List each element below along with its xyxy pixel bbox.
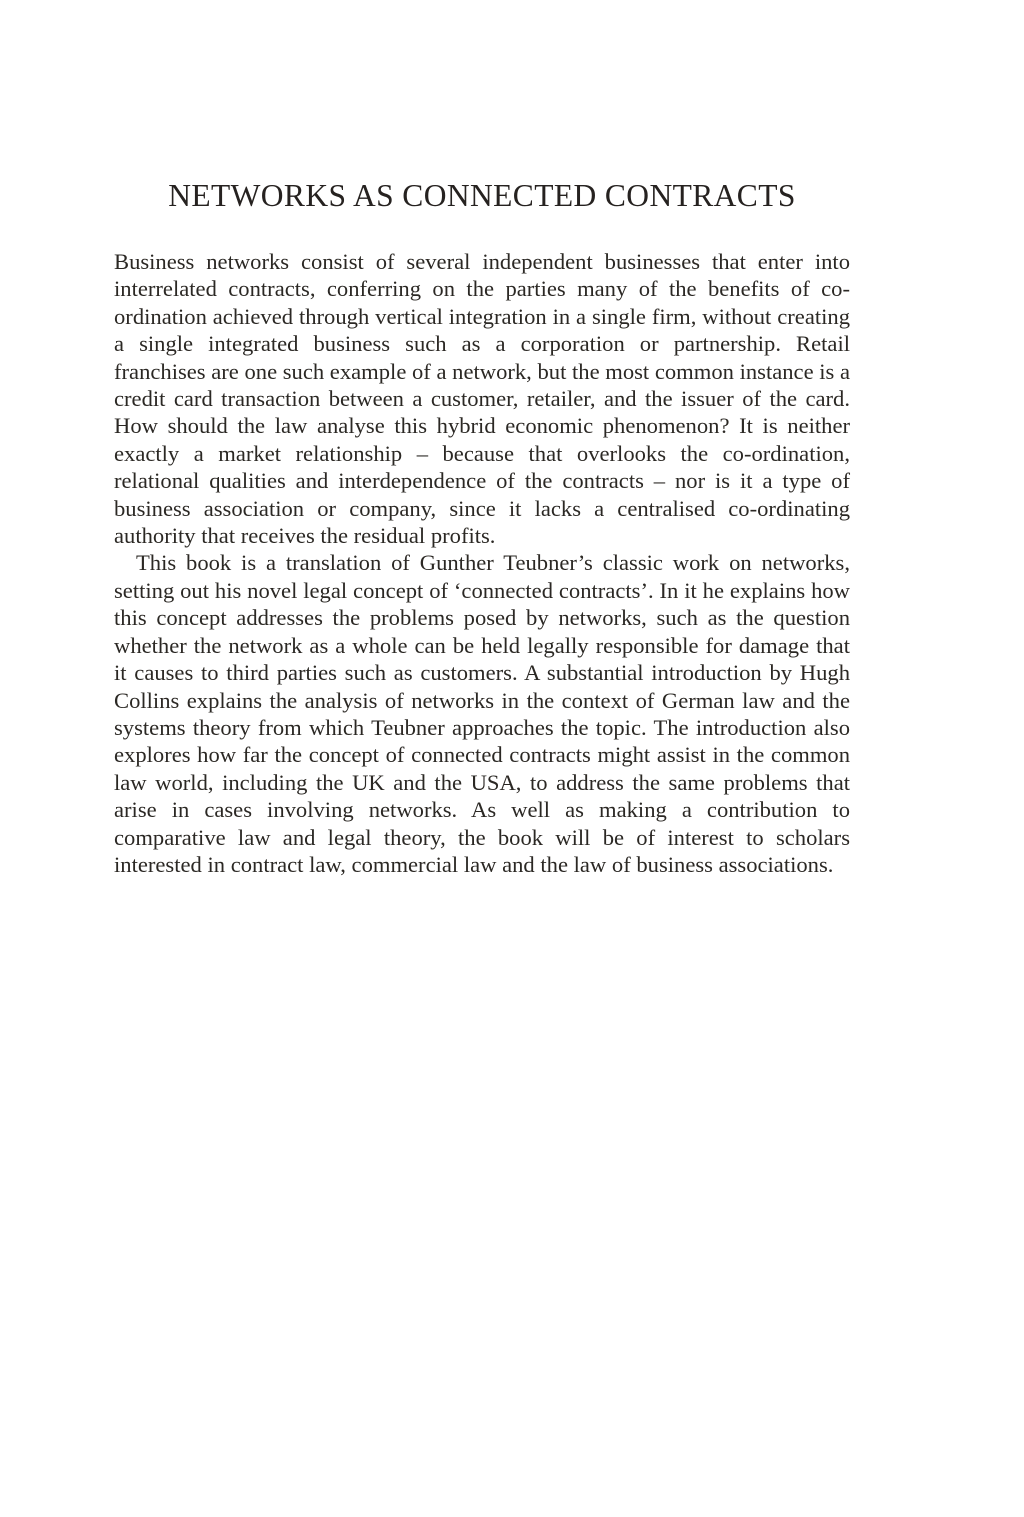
blurb-paragraph-2: This book is a translation of Gunther Teubner’s classic work on networks, setting out his novel legal concept of ‘connected contracts’. In it he explains how this concept addresses the problems posed by networks, such as the question whether the network as a whole can be held legally responsible for damage that it causes to third parties such as customers. A substantial introduction by Hugh Collins explains the analysis of networks in the context of German law and the systems theory from which Teubner approaches the topic. The introduction also explores how far the concept of connected contracts might assist in the common law world, including the UK and the USA, to address the same problems that arise in cases involving networks. As well as making a contribution to comparative law and legal theory, the book will be of interest to scholars interested in contract law, commercial law and the law of business associations. xyxy=(114,550,850,877)
page-title: NETWORKS AS CONNECTED CONTRACTS xyxy=(168,178,796,213)
text-block xyxy=(114,176,850,878)
blurb-paragraph-1: Business networks consist of several independent businesses that enter into interrelated contracts, conferring on the parties many of the benefits of co-ordination achieved through vertical integration in a single firm, without creating a single integrated business such as a corporation or partnership. Retail franchises are one such example of a network, but the most common instance is a credit card transaction between a customer, retailer, and the issuer of the card. How should the law analyse this hybrid economic phenomenon? It is neither exactly a market relationship – because that overlooks the co-ordination, relational qualities and interdependence of the contracts – nor is it a type of business association or company, since it lacks a centralised co-ordinating authority that receives the residual profits. xyxy=(114,249,850,549)
